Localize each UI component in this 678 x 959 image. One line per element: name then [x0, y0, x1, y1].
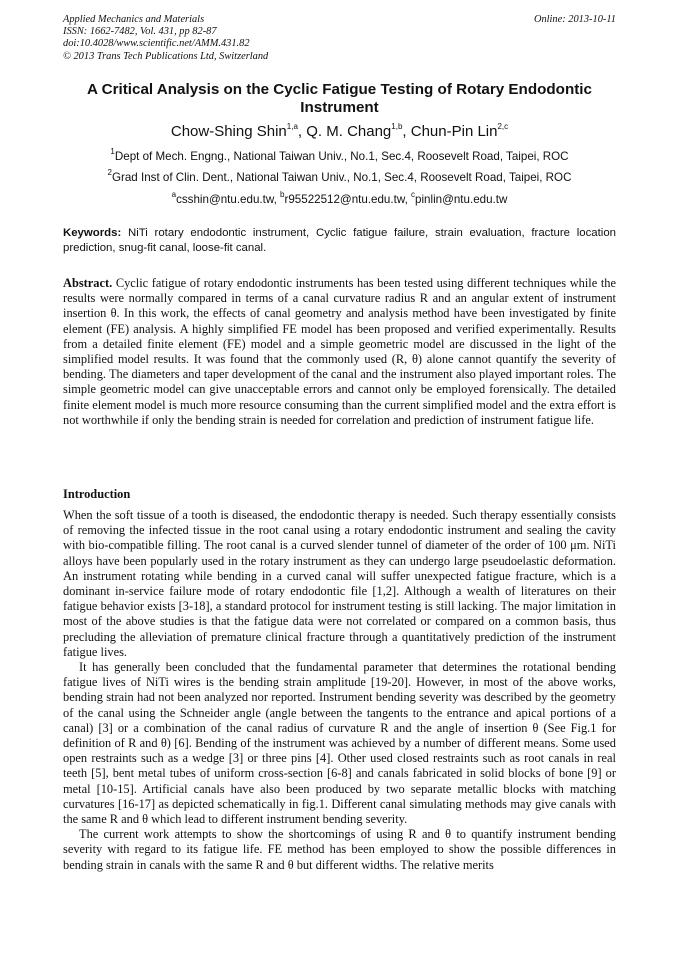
online-date: Online: 2013-10-11 [533, 14, 616, 25]
author-name: Chun-Pin Lin [410, 123, 498, 140]
paragraph: It has generally been concluded that the fundamental parameter that determines the rotational bending fatigue lives of NiTi wires is the bending strain amplitude [19-20]. However, in most of the above works, bending strain had not been analyzed nor reported. Instrument bending severity was described by the geometry of the canal using the Schneider angle (angle between the tangents to the entrance and apical portions of a canal) [3] or a combination of the canal radius of curvature R and the angle of insertion θ (See Fig.1 for definition of R and θ) [6]. Bending of the instrument was achieved by a number of different means. Some used open restraints such as a wedge [3] or three pins [4]. Other used closed restraints such as root canals in real teeth [5], bent metal tubes of uniform cross-section [6-8] and canals fabricated in solid blocks of bone [9] or metal [10-15]. Artificial canals have also been produced by two separate metallic blocks with matching curvatures [16-17] as depicted schematically in fig.1. Different canal simulating methods may give canals with the same R and θ which lead to different instrument bending severity. [63, 660, 616, 827]
author-affil-marker: 1,a [286, 122, 298, 131]
keywords-label: Keywords: [63, 227, 122, 239]
author-affil-marker: 1,b [391, 122, 403, 131]
abstract-text: Cyclic fatigue of rotary endodontic instruments has been tested using different techniques while the results were normally compared in terms of a canal curvature radius R and an angular extent of instrument insertion θ. In this work, the effects of canal geometry and analysis method have been investigated by finite element (FE) analysis. A highly simplified FE model has been proposed and verified experimentally. Results from a detailed finite element (FE) model and a simple geometric model are discussed in the light of the simplified model results. It was found that the commonly used (R, θ) alone cannot quantify the severity of bending. The diameters and taper development of the canal and the instrument also played important roles. The simple geometric model can give unacceptable errors and cannot only be employed forensically. The detailed finite element model is much more resource consuming than the current simplified model and the extra effort is not worthwhile if only the bending strain is needed for correlation and prediction of instrument fatigue life. [63, 276, 616, 427]
email-marker: a [171, 190, 177, 200]
abstract-label: Abstract. [63, 276, 113, 290]
email-link[interactable]: r95522512@ntu.edu.tw [284, 193, 405, 206]
keywords-text: NiTi rotary endodontic instrument, Cyclic fatigue failure, strain evaluation, fracture location prediction, snug-fit canal, loose-fit canal. [63, 227, 617, 254]
journal-header [63, 14, 616, 63]
author-name: Chow-Shing Shin [170, 123, 287, 140]
abstract [63, 276, 616, 428]
email-link[interactable]: csshin@ntu.edu.tw [176, 193, 274, 206]
section-heading-introduction: Introduction [63, 487, 131, 501]
author-affil-marker: 2,c [497, 122, 509, 131]
paragraph: When the soft tissue of a tooth is diseased, the endodontic therapy is needed. Such therapy essentially consists of removing the infected tissue in the root canal using a rotary endodontic instrument and sealing the cavity with bio-compatible filling. The root canal is a curved slender tunnel of diameter of the order of 100 μm. NiTi alloys have been popularly used in the rotary instrument as they can undergo large pseudoelastic deformation. An instrument rotating while bending in a curved canal will suffer unexpected fatigue fracture, which is a dominant in-service failure mode of rotary endodontic file [1,2]. Although a wealth of literatures on their fatigue behavior exists [3-18], a standard protocol for instrument testing is still lacking. The major limitation in most of the above studies is that the fatigue data were not correlated or compared on a common basis, thus precluding the alleviation of premature clinical fracture through a quantitatively prediction of the instrument fatigue lives. [63, 508, 616, 659]
affil-text: Grad Inst of Clin. Dent., National Taiwan Univ., No.1, Sec.4, Roosevelt Road, Taipei, ROC [111, 171, 572, 184]
keywords [63, 226, 616, 256]
issn-line: ISSN: 1662-7482, Vol. 431, pp 82-87 [63, 26, 217, 38]
email-list: $^a$csshin@ntu.edu.tw, $^b$r95522512@ntu.edu.tw, $^c$pinlin@ntu.edu.tw [171, 190, 508, 206]
paragraph: The current work attempts to show the shortcomings of using R and θ to quantify instrument bending severity with regard to its fatigue life. FE method has been employed to show the possible differences in bending strain in canals with the same R and θ but different widths. The relative merits [63, 827, 616, 872]
affil-marker: 2 [107, 168, 112, 178]
author-name: Q. M. Chang [306, 123, 392, 140]
copyright-line: © 2013 Trans Tech Publications Ltd, Switzerland [63, 50, 269, 62]
email-link[interactable]: pinlin@ntu.edu.tw [415, 193, 508, 206]
affil-text: Dept of Mech. Engng., National Taiwan Univ., No.1, Sec.4, Roosevelt Road, Taipei, ROC [114, 150, 569, 163]
email-marker: c [411, 190, 416, 200]
affil-marker: 1 [110, 147, 115, 157]
email-marker: b [280, 190, 285, 200]
author-list: Chow-Shing Shin$^{1,a}$, Q. M. Chang$^{1,b}$, Chun-Pin Lin$^{2,c}$ [170, 122, 509, 140]
affiliation [63, 168, 616, 185]
affiliation [63, 147, 616, 164]
introduction-body [63, 508, 616, 873]
doi-line: doi:10.4028/www.scientific.net/AMM.431.82 [63, 38, 250, 50]
journal-name: Applied Mechanics and Materials [63, 14, 205, 25]
paper-title: A Critical Analysis on the Cyclic Fatigue Testing of Rotary Endodontic Instrument [87, 81, 592, 116]
